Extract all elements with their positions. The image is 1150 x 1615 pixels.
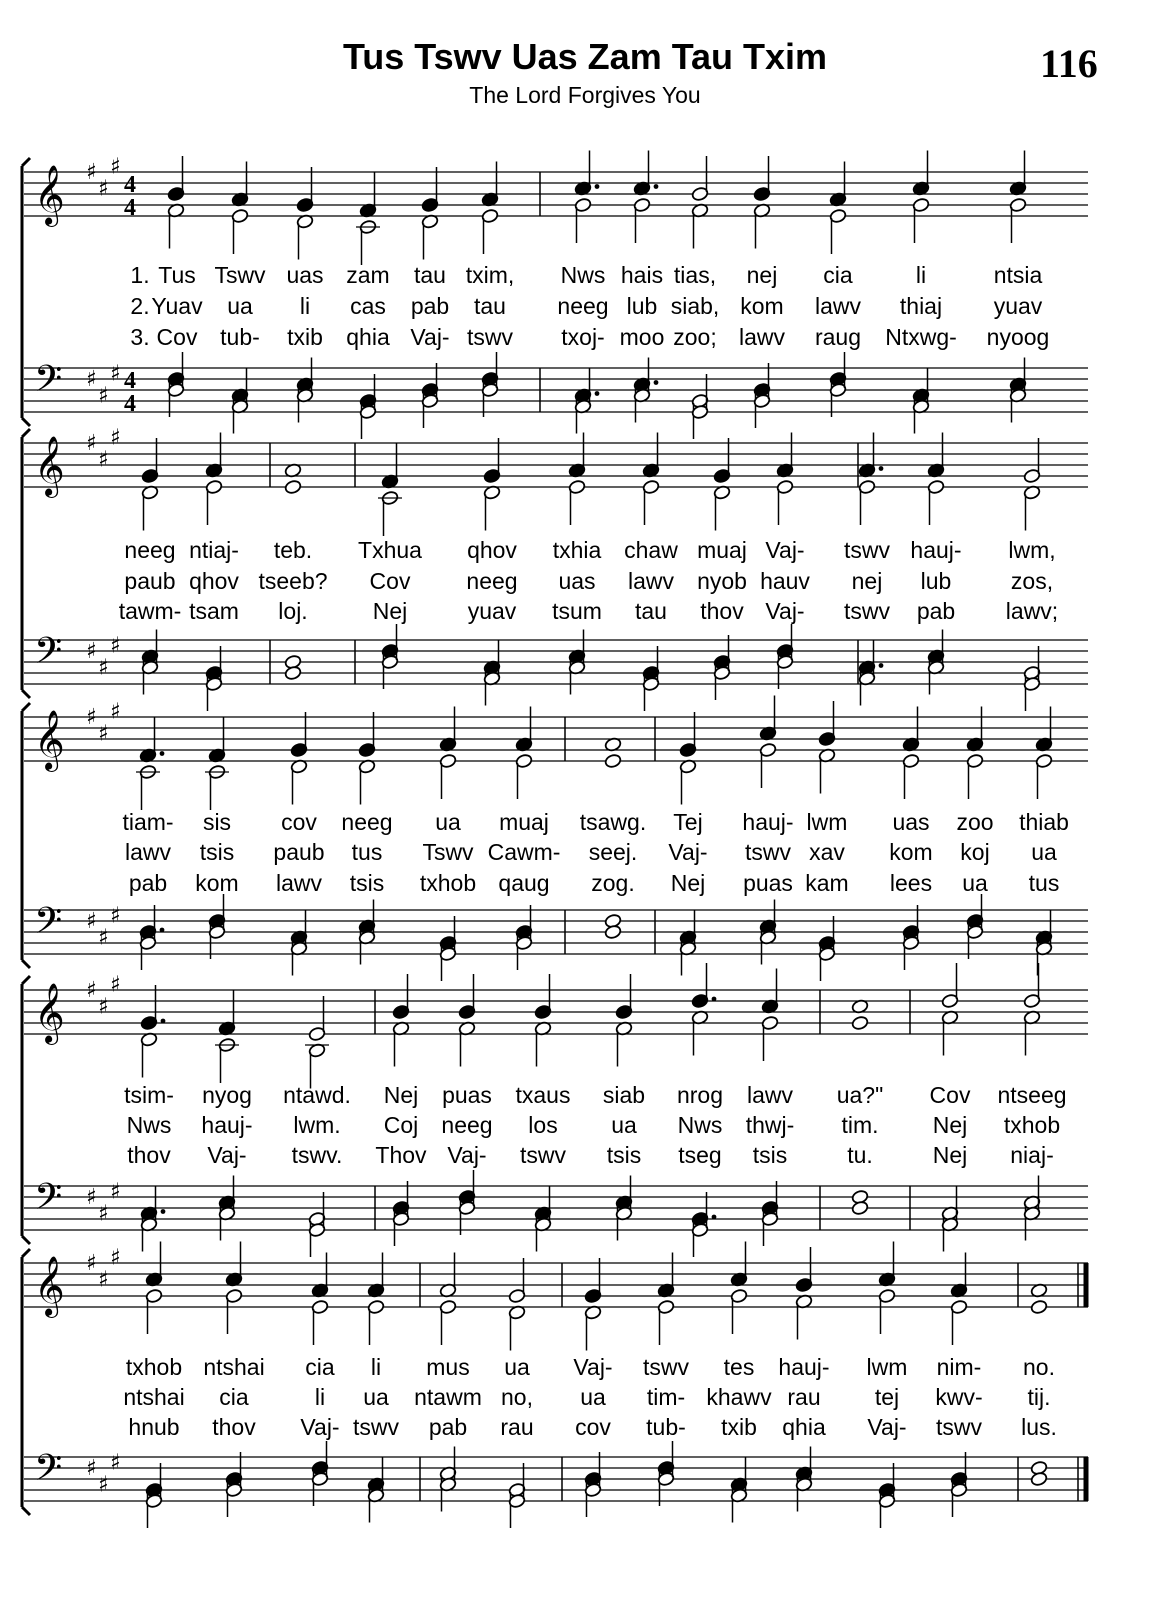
time-signature-top: 4: [124, 368, 136, 394]
system-1: [22, 151, 1088, 440]
lyric-syllable: tes: [723, 1354, 755, 1380]
bass-staff: [24, 1441, 1088, 1528]
lyric-syllable: ntawd.: [283, 1082, 351, 1108]
lyric-syllable: tau: [474, 293, 506, 319]
lyric-syllable: muaj: [499, 809, 549, 835]
lyric-syllable: ua: [580, 1384, 606, 1410]
lyric-syllable: Vaj-: [765, 537, 805, 563]
sharp-icon: ♯: [98, 1201, 109, 1227]
lyric-syllable: thwj-: [745, 1112, 795, 1138]
lyric-syllable: siab: [602, 1082, 646, 1108]
lyric-syllable: tseeb?: [258, 568, 328, 594]
sharp-icon: ♯: [98, 1472, 109, 1498]
sharp-icon: ♯: [86, 431, 97, 456]
lyric-syllable: ntshai: [203, 1354, 265, 1380]
lyric-syllable: Nws: [126, 1112, 172, 1138]
lyric-syllable: Cawm-: [487, 839, 561, 865]
lyric-syllable: uas: [892, 809, 930, 835]
verse-1-line: [124, 537, 1055, 563]
lyric-syllable: zoo;: [673, 324, 717, 350]
lyric-syllable: nej: [851, 568, 883, 594]
lyric-syllable: khawv: [706, 1384, 772, 1410]
bass-clef-icon: 𝄢: [34, 630, 63, 681]
lyric-syllable: yuav: [993, 293, 1043, 319]
lyric-syllable: tsam: [189, 598, 239, 624]
lyric-syllable: lawv: [746, 1082, 794, 1108]
lyric-syllable: pab: [428, 1414, 468, 1440]
lyric-syllable: puas: [743, 870, 793, 896]
sharp-icon: ♯: [98, 1267, 109, 1293]
lyric-syllable: Vaj-: [207, 1142, 247, 1168]
lyric-syllable: ntsia: [993, 262, 1043, 288]
lyric-syllable: txib: [721, 1414, 757, 1440]
lyric-syllable: tswv: [520, 1142, 566, 1168]
lyric-syllable: Tswv: [214, 262, 266, 288]
lyric-syllable: Nej: [932, 1142, 968, 1168]
lyric-syllable: Coj: [383, 1112, 419, 1138]
lyric-syllable: neeg: [557, 293, 609, 319]
lyric-syllable: Vaj-: [668, 839, 708, 865]
treble-staff: [24, 963, 1088, 1089]
lyric-syllable: Nws: [677, 1112, 723, 1138]
lyric-syllable: txoj-: [561, 324, 605, 350]
lyric-syllable: tawm-: [118, 598, 182, 624]
lyric-syllable: nyob: [697, 568, 747, 594]
verse-2-line: [130, 293, 1042, 319]
lyric-syllable: txib: [287, 324, 323, 350]
lyric-syllable: ua?": [836, 1082, 884, 1108]
lyric-syllable: lawv;: [1005, 598, 1059, 624]
lyric-syllable: lawv: [738, 324, 786, 350]
lyric-syllable: 2.: [130, 293, 150, 319]
lyric-syllable: Cov: [369, 568, 411, 594]
lyric-syllable: tswv: [353, 1414, 399, 1440]
bass-staff: [24, 894, 1088, 981]
lyric-syllable: txhob: [125, 1354, 183, 1380]
verse-2-line: [127, 1112, 1061, 1138]
lyric-syllable: hauj-: [201, 1112, 253, 1138]
hymn-title: Tus Tswv Uas Zam Tau Txim: [342, 36, 828, 77]
lyric-syllable: txim,: [465, 262, 515, 288]
lyric-syllable: lus.: [1021, 1414, 1057, 1440]
lyric-syllable: Nej: [670, 870, 706, 896]
lyric-syllable: nej: [746, 262, 778, 288]
system-2: [22, 426, 1088, 712]
lyric-syllable: tim.: [841, 1112, 879, 1138]
lyric-syllable: cia: [305, 1354, 335, 1380]
lyric-syllable: no,: [501, 1384, 533, 1410]
lyric-syllable: chaw: [624, 537, 678, 563]
bass-notes: [141, 624, 1041, 711]
lyric-syllable: txhob: [419, 870, 477, 896]
sharp-icon: ♯: [86, 367, 97, 392]
lyric-syllable: uas: [286, 262, 324, 288]
lyric-syllable: tau: [414, 262, 446, 288]
lyric-syllable: seej.: [588, 839, 638, 865]
lyric-syllable: siab,: [670, 293, 720, 319]
lyric-syllable: raug: [814, 324, 862, 350]
lyric-syllable: cia: [823, 262, 853, 288]
system-5: [22, 1242, 1088, 1529]
lyric-syllable: tus: [351, 839, 383, 865]
lyric-syllable: ntseeg: [997, 1082, 1067, 1108]
lyric-syllable: Cov: [156, 324, 198, 350]
lyric-syllable: pab: [410, 293, 450, 319]
sharp-icon: ♯: [86, 1251, 97, 1276]
lyric-syllable: tswv: [643, 1354, 689, 1380]
system-bracket: [22, 703, 30, 968]
lyric-syllable: tswv: [844, 598, 890, 624]
treble-staff: [24, 696, 1088, 811]
lyric-syllable: Vaj-: [447, 1142, 487, 1168]
lyric-syllable: Vaj-: [410, 324, 450, 350]
lyric-syllable: neeg: [341, 809, 393, 835]
sharp-icon: ♯: [86, 160, 97, 185]
sharp-icon: ♯: [110, 154, 121, 180]
lyric-syllable: zos,: [1010, 568, 1054, 594]
lyric-syllable: lwm.: [293, 1112, 341, 1138]
lyric-syllable: qhov: [467, 537, 517, 563]
treble-staff: [24, 426, 1088, 537]
treble-notes: [141, 433, 1041, 537]
hymn-subtitle: The Lord Forgives You: [469, 82, 701, 108]
verse-1-line: [130, 262, 1042, 288]
lyric-syllable: paub: [124, 568, 176, 594]
system-bracket: [22, 429, 30, 698]
lyric-syllable: Vaj-: [300, 1414, 340, 1440]
lyric-syllable: Txhua: [358, 537, 422, 563]
lyric-syllable: paub: [273, 839, 325, 865]
lyric-syllable: cas: [350, 293, 386, 319]
lyric-syllable: tsis: [199, 839, 235, 865]
lyric-syllable: rau: [500, 1414, 534, 1440]
verse-3-line: [130, 324, 1049, 350]
sharp-icon: ♯: [86, 1456, 97, 1481]
sharp-icon: ♯: [110, 1450, 121, 1476]
sharp-icon: ♯: [110, 972, 121, 998]
lyric-syllable: Thov: [375, 1142, 427, 1168]
verse-3-line: [119, 598, 1059, 624]
sharp-icon: ♯: [110, 425, 121, 451]
lyric-syllable: hauv: [760, 568, 810, 594]
treble-notes: [136, 696, 1053, 811]
lyric-syllable: ua: [1031, 839, 1057, 865]
lyric-syllable: pab: [128, 870, 168, 896]
sharp-icon: ♯: [98, 447, 109, 473]
lyric-syllable: ua: [435, 809, 461, 835]
lyric-syllable: hauj-: [910, 537, 962, 563]
sharp-icon: ♯: [98, 383, 109, 409]
verse-2-line: [124, 568, 1053, 594]
bass-notes: [167, 352, 1027, 439]
lyric-syllable: hauj-: [778, 1354, 830, 1380]
lyric-syllable: thov: [700, 598, 744, 624]
lyric-syllable: no.: [1023, 1354, 1055, 1380]
lyric-syllable: Tswv: [422, 839, 474, 865]
verse-1-line: [122, 809, 1069, 835]
lyric-syllable: uas: [558, 568, 596, 594]
lyric-syllable: ntiaj-: [189, 537, 239, 563]
lyric-syllable: txhia: [552, 537, 602, 563]
lyric-syllable: nyoog: [986, 324, 1050, 350]
sharp-icon: ♯: [98, 655, 109, 681]
sharp-icon: ♯: [110, 1245, 121, 1271]
lyric-syllable: txhob: [1003, 1112, 1061, 1138]
lyric-syllable: txaus: [515, 1082, 571, 1108]
lyric-syllable: tus: [1028, 870, 1060, 896]
lyric-syllable: neeg: [124, 537, 176, 563]
sharp-icon: ♯: [110, 1179, 121, 1205]
lyric-syllable: lwm: [806, 809, 848, 835]
sharp-icon: ♯: [110, 361, 121, 387]
sharp-icon: ♯: [110, 699, 121, 725]
sharp-icon: ♯: [98, 994, 109, 1020]
lyric-syllable: tseg: [678, 1142, 722, 1168]
treble-clef-icon: 𝄞: [34, 1256, 65, 1316]
bass-notes: [139, 894, 1053, 981]
lyric-syllable: thov: [212, 1414, 256, 1440]
lyric-syllable: 3.: [130, 324, 150, 350]
system-4: [22, 963, 1088, 1257]
time-signature-bottom: 4: [124, 391, 136, 417]
lyric-syllable: thov: [127, 1142, 171, 1168]
lyric-syllable: tsis: [606, 1142, 642, 1168]
bass-staff: [24, 624, 1088, 711]
lyric-syllable: li: [314, 1384, 326, 1410]
lyric-syllable: qhov: [189, 568, 239, 594]
lyric-syllable: ntshai: [123, 1384, 185, 1410]
bass-clef-icon: 𝄢: [34, 1447, 63, 1498]
treble-staff: [24, 151, 1088, 266]
system-3: [22, 696, 1088, 982]
lyric-syllable: lub: [920, 568, 952, 594]
lyric-syllable: tswv.: [291, 1142, 343, 1168]
lyric-syllable: los: [528, 1112, 558, 1138]
lyric-syllable: lub: [626, 293, 658, 319]
lyric-syllable: Tej: [673, 809, 703, 835]
lyric-syllable: Vaj-: [573, 1354, 613, 1380]
system-bracket: [22, 976, 30, 1244]
lyric-syllable: kom: [740, 293, 784, 319]
system-bracket: [22, 1249, 30, 1515]
lyric-syllable: Cov: [929, 1082, 971, 1108]
lyric-syllable: tswv: [467, 324, 513, 350]
verse-3-line: [128, 1414, 1056, 1440]
lyric-syllable: cov: [281, 809, 317, 835]
bass-clef-icon: 𝄢: [34, 358, 63, 409]
lyric-syllable: lawv: [275, 870, 323, 896]
sharp-icon: ♯: [98, 176, 109, 202]
lyric-syllable: tias,: [673, 262, 717, 288]
lyric-syllable: tsis: [752, 1142, 788, 1168]
lyric-syllable: puas: [442, 1082, 492, 1108]
lyric-syllable: koj: [960, 839, 990, 865]
lyric-syllable: pab: [916, 598, 956, 624]
sharp-icon: ♯: [110, 903, 121, 929]
lyric-syllable: Ntxwg-: [885, 324, 957, 350]
lyric-syllable: hais: [620, 262, 664, 288]
treble-staff: [24, 1242, 1088, 1351]
bass-notes: [140, 1170, 1041, 1257]
lyric-syllable: loj.: [278, 598, 308, 624]
lyric-syllable: nim-: [936, 1354, 982, 1380]
lyric-syllable: nyog: [202, 1082, 252, 1108]
lyric-syllable: lees: [889, 870, 933, 896]
lyric-syllable: zam: [346, 262, 390, 288]
lyric-syllable: tsim-: [124, 1082, 174, 1108]
verse-3-line: [127, 1142, 1053, 1168]
bass-clef-icon: 𝄢: [34, 1176, 63, 1227]
sharp-icon: ♯: [86, 909, 97, 934]
lyric-syllable: kam: [805, 870, 849, 896]
lyric-syllable: lwm: [866, 1354, 908, 1380]
lyric-syllable: thiaj: [899, 293, 943, 319]
treble-clef-icon: 𝄞: [34, 710, 65, 770]
treble-notes: [140, 963, 1041, 1089]
lyric-syllable: ua: [962, 870, 988, 896]
lyric-syllable: li: [370, 1354, 382, 1380]
lyric-syllable: qaug: [498, 870, 550, 896]
lyric-syllable: lawv: [124, 839, 172, 865]
lyric-syllable: Nws: [560, 262, 606, 288]
verse-1-line: [124, 1082, 1066, 1108]
lyric-syllable: yuav: [467, 598, 517, 624]
lyric-syllable: moo: [619, 324, 665, 350]
bass-staff: [24, 1170, 1088, 1257]
sharp-icon: ♯: [110, 633, 121, 659]
treble-clef-icon: 𝄞: [34, 983, 65, 1043]
hymn-number: 116: [1040, 41, 1098, 86]
lyric-syllable: ua: [227, 293, 253, 319]
lyric-syllable: qhia: [346, 324, 390, 350]
lyric-syllable: lwm,: [1008, 537, 1056, 563]
lyric-syllable: lawv: [627, 568, 675, 594]
verse-3-line: [129, 870, 1060, 896]
lyric-syllable: rau: [787, 1384, 821, 1410]
time-signature-top: 4: [124, 172, 136, 198]
lyric-syllable: cov: [575, 1414, 611, 1440]
lyric-syllable: ntawm: [414, 1384, 482, 1410]
lyric-syllable: tswv: [844, 537, 890, 563]
lyric-syllable: sis: [202, 809, 232, 835]
sharp-icon: ♯: [86, 705, 97, 730]
time-signature-bottom: 4: [124, 195, 136, 221]
lyric-syllable: xav: [809, 839, 845, 865]
lyric-syllable: Vaj-: [867, 1414, 907, 1440]
lyric-syllable: Vaj-: [765, 598, 805, 624]
lyric-syllable: neeg: [441, 1112, 493, 1138]
lyric-syllable: ua: [504, 1354, 530, 1380]
lyric-syllable: tau: [635, 598, 667, 624]
lyric-syllable: tub-: [646, 1414, 686, 1440]
lyric-syllable: Nej: [383, 1082, 419, 1108]
bass-notes: [145, 1441, 1048, 1528]
lyric-syllable: kom: [195, 870, 239, 896]
lyric-syllable: thiab: [1019, 809, 1069, 835]
lyric-syllable: ua: [363, 1384, 389, 1410]
lyric-syllable: neeg: [466, 568, 518, 594]
lyric-syllable: zoo: [956, 809, 994, 835]
lyric-syllable: tswv: [936, 1414, 982, 1440]
lyric-syllable: tij.: [1027, 1384, 1051, 1410]
lyric-syllable: tu.: [847, 1142, 873, 1168]
lyric-syllable: muaj: [697, 537, 747, 563]
lyric-syllable: lawv: [814, 293, 862, 319]
lyric-syllable: li: [915, 262, 927, 288]
lyric-syllable: Yuav: [151, 293, 203, 319]
lyric-syllable: mus: [426, 1354, 470, 1380]
lyric-syllable: tsum: [552, 598, 602, 624]
lyric-syllable: li: [299, 293, 311, 319]
lyric-syllable: nrog: [676, 1082, 724, 1108]
treble-clef-icon: 𝄞: [34, 436, 65, 496]
lyric-syllable: Tus: [158, 262, 196, 288]
lyric-syllable: ua: [611, 1112, 637, 1138]
lyric-syllable: tsawg.: [579, 809, 647, 835]
verse-2-line: [125, 839, 1057, 865]
verse-2-line: [123, 1384, 1050, 1410]
sharp-icon: ♯: [86, 978, 97, 1003]
lyric-syllable: hnub: [128, 1414, 180, 1440]
lyric-syllable: qhia: [782, 1414, 826, 1440]
lyric-syllable: Nej: [372, 598, 408, 624]
lyric-syllable: Nej: [932, 1112, 968, 1138]
lyric-syllable: tswv: [745, 839, 791, 865]
lyric-syllable: niaj-: [1010, 1142, 1054, 1168]
lyric-syllable: tim-: [646, 1384, 686, 1410]
lyric-syllable: zog.: [591, 870, 635, 896]
bass-staff: [24, 352, 1088, 439]
sharp-icon: ♯: [86, 639, 97, 664]
sharp-icon: ♯: [86, 1185, 97, 1210]
lyric-syllable: kom: [889, 839, 933, 865]
lyric-syllable: tiam-: [122, 809, 174, 835]
treble-notes: [167, 151, 1027, 266]
lyric-syllable: 1.: [130, 262, 150, 288]
lyric-syllable: tsis: [349, 870, 385, 896]
lyric-syllable: cia: [219, 1384, 249, 1410]
lyric-syllable: tub-: [220, 324, 260, 350]
sharp-icon: ♯: [98, 925, 109, 951]
lyric-syllable: teb.: [273, 537, 313, 563]
system-bracket: [22, 158, 30, 426]
lyric-syllable: tej: [874, 1384, 900, 1410]
treble-clef-icon: 𝄞: [34, 165, 65, 225]
verse-1-line: [126, 1354, 1055, 1380]
lyric-syllable: hauj-: [742, 809, 794, 835]
bass-clef-icon: 𝄢: [34, 900, 63, 951]
lyric-syllable: kwv-: [935, 1384, 983, 1410]
sharp-icon: ♯: [98, 721, 109, 747]
